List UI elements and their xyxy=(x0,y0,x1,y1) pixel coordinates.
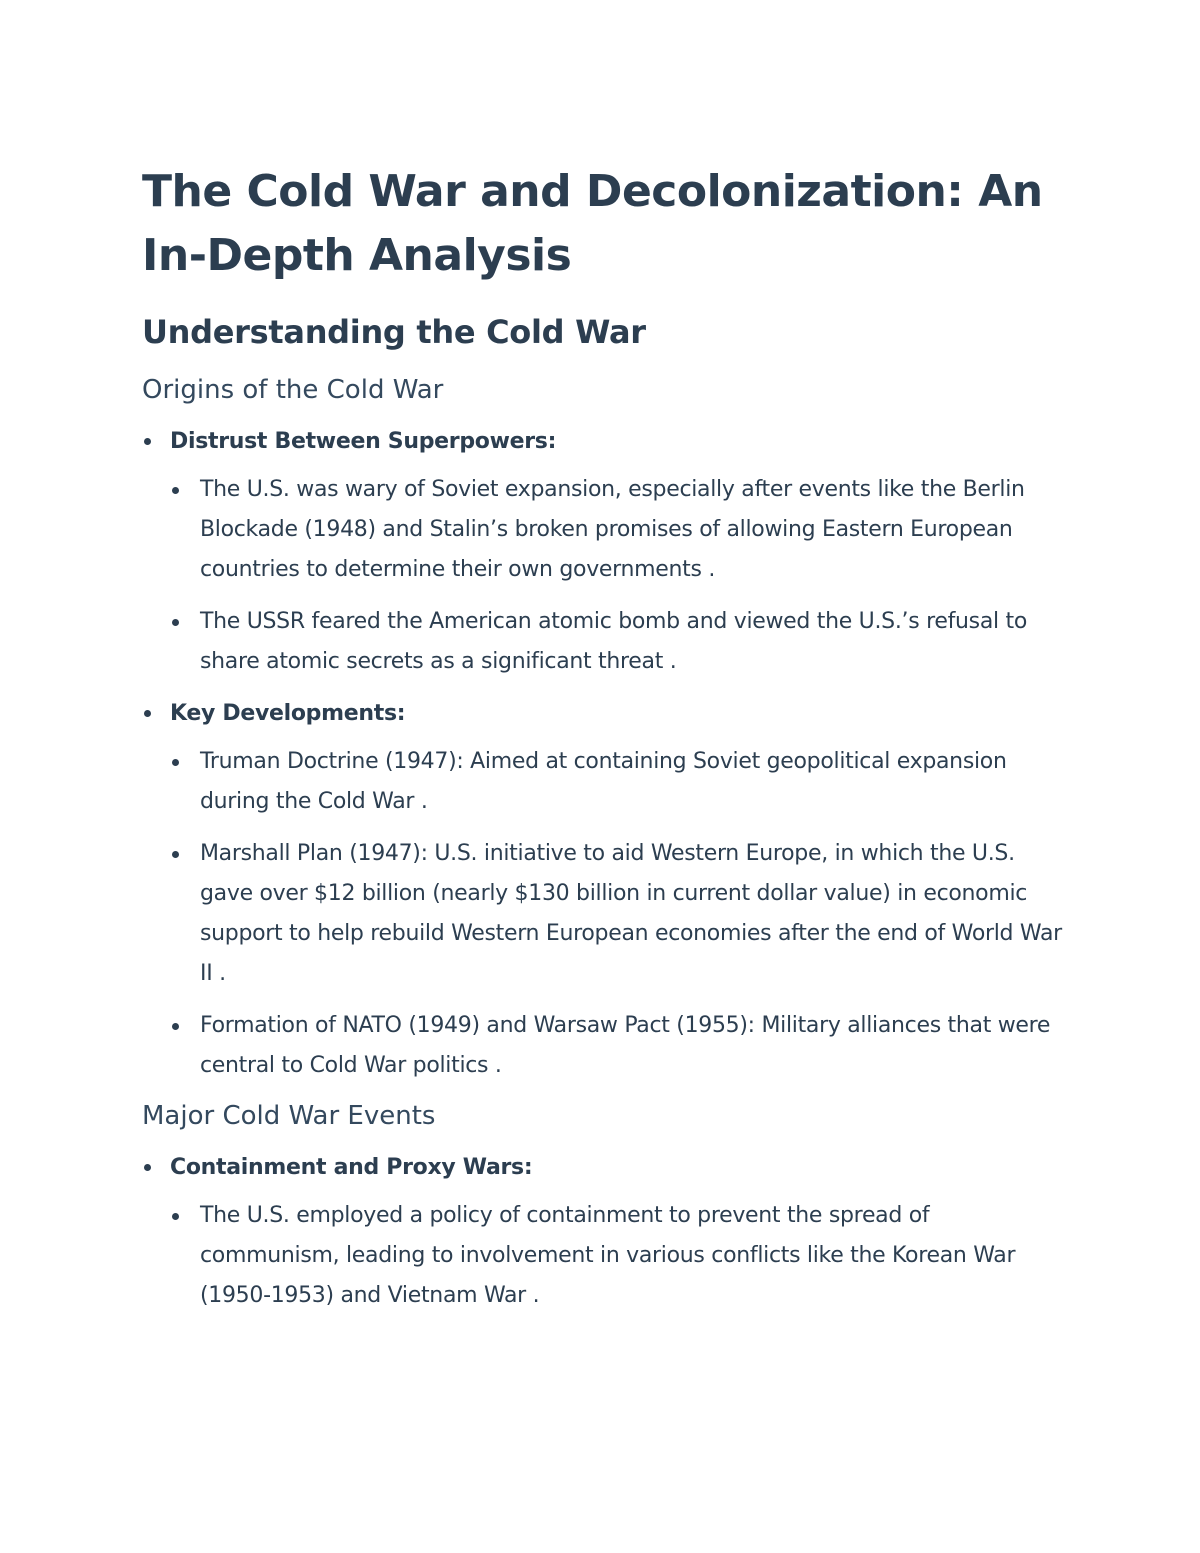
sub-list-item: The U.S. was wary of Soviet expansion, especially after events like the Berlin Blockade (1948) and Stalin’s broken promises of allowing Eastern European countries to determine their own governments . xyxy=(170,470,1072,590)
list-item xyxy=(142,422,1072,682)
sub-list-item: Formation of NATO (1949) and Warsaw Pact (1955): Military alliances that were central to Cold War politics . xyxy=(170,1006,1072,1086)
list-item-label: Key Developments: xyxy=(170,701,406,726)
list-item xyxy=(142,694,1072,1086)
sub-list xyxy=(170,470,1072,682)
document-page xyxy=(142,160,1072,1328)
section-heading: Understanding the Cold War xyxy=(142,313,646,351)
sub-list xyxy=(170,742,1072,1086)
sub-list xyxy=(170,1196,1072,1316)
sub-list-item: The USSR feared the American atomic bomb and viewed the U.S.’s refusal to share atomic secrets as a significant threat . xyxy=(170,602,1072,682)
subsection-heading-origins: Origins of the Cold War xyxy=(142,375,444,405)
origins-list xyxy=(142,422,1072,1086)
major-events-list xyxy=(142,1148,1072,1316)
list-item-label: Containment and Proxy Wars: xyxy=(170,1155,533,1180)
sub-list-item: Truman Doctrine (1947): Aimed at containing Soviet geopolitical expansion during the Cold War . xyxy=(170,742,1072,822)
list-item-label: Distrust Between Superpowers: xyxy=(170,429,557,454)
document-title: The Cold War and Decolonization: An In-Depth Analysis xyxy=(142,166,1043,281)
sub-list-item: The U.S. employed a policy of containment to prevent the spread of communism, leading to involvement in various conflicts like the Korean War (1950-1953) and Vietnam War . xyxy=(170,1196,1072,1316)
subsection-heading-major-events: Major Cold War Events xyxy=(142,1101,436,1131)
sub-list-item: Marshall Plan (1947): U.S. initiative to aid Western Europe, in which the U.S. gave over $12 billion (nearly $130 billion in current dollar value) in economic support to help rebuild Western European economies after the end of World War II . xyxy=(170,834,1072,994)
list-item xyxy=(142,1148,1072,1316)
